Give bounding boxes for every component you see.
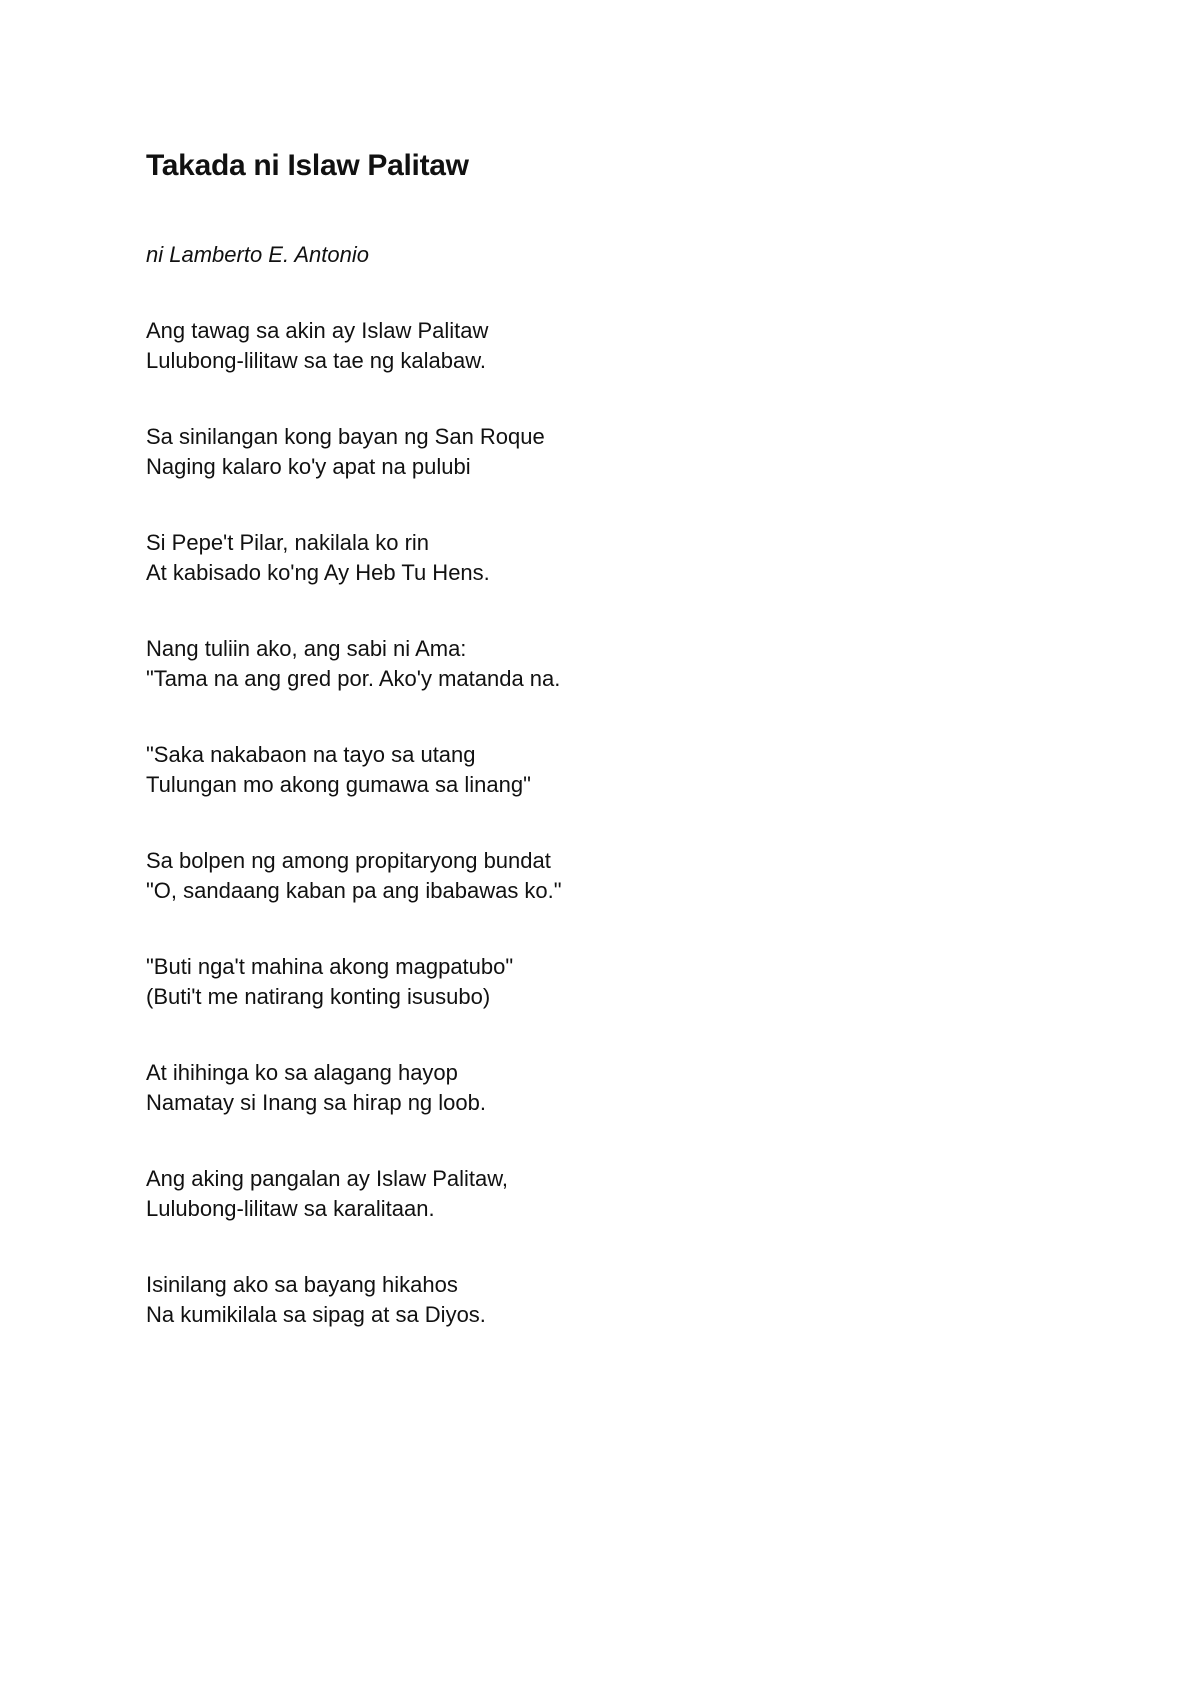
poem-line: "Tama na ang gred por. Ako'y matanda na. xyxy=(146,666,561,691)
poem-line: At kabisado ko'ng Ay Heb Tu Hens. xyxy=(146,560,490,585)
stanza-9 xyxy=(146,1164,1046,1224)
stanza-6 xyxy=(146,846,1046,906)
poem-line: Isinilang ako sa bayang hikahos xyxy=(146,1272,458,1297)
stanza-8 xyxy=(146,1058,1046,1118)
poem-line: Si Pepe't Pilar, nakilala ko rin xyxy=(146,530,430,555)
poem-title: Takada ni Islaw Palitaw xyxy=(146,149,469,182)
poem-line: At ihihinga ko sa alagang hayop xyxy=(146,1060,458,1085)
stanza-2 xyxy=(146,422,1046,482)
poem-line: Tulungan mo akong gumawa sa linang" xyxy=(146,772,531,797)
poem-line: Sa sinilangan kong bayan ng San Roque xyxy=(146,424,545,449)
stanza-3 xyxy=(146,528,1046,588)
poem-author: ni Lamberto E. Antonio xyxy=(146,242,369,267)
stanza-5 xyxy=(146,740,1046,800)
stanza-10 xyxy=(146,1270,1046,1330)
poem-line: Lulubong-lilitaw sa karalitaan. xyxy=(146,1196,435,1221)
poem-line: "Buti nga't mahina akong magpatubo" xyxy=(146,954,514,979)
stanza-4 xyxy=(146,634,1046,694)
poem-line: Sa bolpen ng among propitaryong bundat xyxy=(146,848,551,873)
poem-line: Naging kalaro ko'y apat na pulubi xyxy=(146,454,471,479)
poem-line: "O, sandaang kaban pa ang ibabawas ko." xyxy=(146,878,562,903)
poem-line: Ang tawag sa akin ay Islaw Palitaw xyxy=(146,318,489,343)
poem-line: Ang aking pangalan ay Islaw Palitaw, xyxy=(146,1166,509,1191)
stanza-1 xyxy=(146,316,1046,376)
poem-line: Lulubong-lilitaw sa tae ng kalabaw. xyxy=(146,348,487,373)
poem-line: "Saka nakabaon na tayo sa utang xyxy=(146,742,476,767)
poem-line: Nang tuliin ako, ang sabi ni Ama: xyxy=(146,636,467,661)
poem-line: Na kumikilala sa sipag at sa Diyos. xyxy=(146,1302,486,1327)
poem-stanzas xyxy=(146,316,1046,1330)
poem-line: Namatay si Inang sa hirap ng loob. xyxy=(146,1090,486,1115)
stanza-7 xyxy=(146,952,1046,1012)
poem-content xyxy=(146,146,1046,1376)
poem-line: (Buti't me natirang konting isusubo) xyxy=(146,984,491,1009)
